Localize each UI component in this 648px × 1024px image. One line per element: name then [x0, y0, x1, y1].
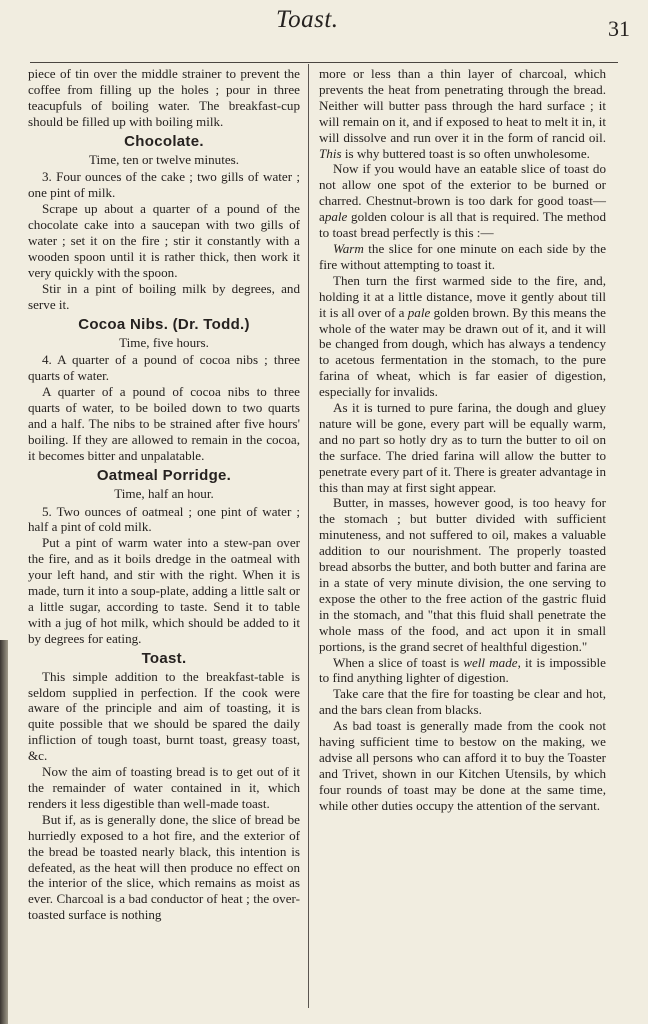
left-column — [28, 66, 300, 923]
running-head — [0, 6, 648, 56]
cooking-time: Time, half an hour. — [114, 485, 214, 501]
paragraph — [319, 161, 606, 241]
cooking-time: Time, ten or twelve minutes. — [88, 151, 240, 167]
cooking-time: Time, five hours. — [119, 334, 209, 350]
column-divider — [308, 64, 309, 1008]
text-run: Now if you would have an eatable slice of toast do not allow one spot of the exterior to be burned or charred. Chestnut-brown is too dark for good toast—a — [319, 161, 606, 225]
paragraph: As it is turned to pure farina, the dough and gluey nature will be gone, every part will be equally warm, and no part so hotly dry as to turn the butter to oil on the surface. The dried farina will allow the butter to penetrate every part of it. There is greater advantage in this than may at first sight appear. — [319, 400, 606, 495]
text-run: the slice for one minute on each side by the fire without attempting to toast it. — [319, 240, 607, 272]
section-heading-chocolate: Chocolate. — [124, 132, 204, 150]
text-run: Then turn the first warmed side to the fire, and, holding it at a little distance, move it gently about till it is all over of a — [319, 272, 606, 320]
recipe-ingredients: 3. Four ounces of the cake ; two gills of water ; one pint of milk. — [28, 169, 300, 201]
running-title: Toast. — [276, 6, 339, 33]
section-heading-oatmeal-porridge: Oatmeal Porridge. — [96, 466, 232, 484]
paragraph: Scrape up about a quarter of a pound of the chocolate cake into a saucepan with two gills of water ; set it on the fire ; stir it constantly with a wooden spoon until it is rather thick, then work it very quickly with the spoon. — [28, 201, 300, 280]
text-run: When a slice of toast is — [333, 654, 460, 670]
italic-text: pale — [324, 209, 348, 225]
right-column — [319, 66, 606, 814]
paragraph — [319, 273, 606, 400]
paragraph — [319, 66, 606, 161]
italic-text: This — [319, 145, 342, 161]
paragraph — [319, 655, 606, 687]
section-heading-cocoa-nibs: Cocoa Nibs. (Dr. Todd.) — [78, 315, 250, 333]
paragraph: Take care that the fire for toasting be clear and hot, and the bars clean from blacks. — [319, 686, 606, 718]
header-rule — [30, 62, 618, 63]
paragraph: A quarter of a pound of cocoa nibs to three quarts of water, to be boiled down to two quarts and a half. The nibs to be strained after five hours' boiling. If they are allowed to remain in the cocoa, it becomes bitter and unpalatable. — [28, 384, 300, 463]
page-edge-shadow — [0, 640, 8, 1024]
paragraph: But if, as is generally done, the slice of bread be hurriedly exposed to a hot fire, and the exterior of the bread be toasted nearly black, this intention is defeated, as the heat will then produce no effect on the interior of the slice, which remains as moist as ever. Charcoal is a bad conductor of heat ; the over-toasted surface is nothing — [28, 811, 300, 923]
recipe-ingredients: 4. A quarter of a pound of cocoa nibs ; three quarts of water. — [28, 352, 300, 384]
recipe-ingredients: 5. Two ounces of oatmeal ; one pint of water ; half a pint of cold milk. — [28, 503, 300, 535]
section-heading-toast: Toast. — [141, 649, 187, 667]
paragraph: piece of tin over the middle strainer to prevent the coffee from filling up the holes ; pour in three teacupfuls of boiling water. The breakfast-cup should be filled up with boiling milk. — [28, 66, 300, 129]
italic-text: pale — [407, 304, 431, 320]
paragraph — [319, 241, 606, 273]
page-number: 31 — [608, 16, 630, 41]
text-run: more or less than a thin layer of charcoal, which prevents the heat from penetrating through the bread. Neither will butter pass through the hard surface ; it will remain on it, and if exposed to heat to melt it in, it will dissolve and run over it in the form of rancid oil. — [319, 66, 606, 145]
paragraph: Stir in a pint of boiling milk by degrees, and serve it. — [28, 280, 300, 312]
text-run: golden colour is all that is required. The method to toast bread perfectly is this :— — [319, 209, 606, 241]
paragraph: As bad toast is generally made from the cook not having sufficient time to bestow on the making, we advise all persons who can afford it to buy the Toaster and Trivet, shown in our Kitchen Utensils, by which four rounds of toast may be done at the same time, while other duties occupy the attention of the servant. — [319, 718, 606, 813]
text-run: golden brown. By this means the whole of the water may be drawn out of it, and it will be changed from dough, which has always a tendency to acetous fermentation in the stomach, to the pure farina of wheat, which is far easier of digestion, especially for invalids. — [319, 304, 606, 400]
paragraph: Butter, in masses, however good, is too heavy for the stomach ; but butter divided with sufficient minuteness, and not suffered to oil, makes a valuable addition to our nourishment. The properly toasted bread absorbs the butter, and both butter and farina are in a state of very minute division, the one serving to expose the other to the free action of the gastric fluid in the stomach, and "that this fluid shall penetrate the whole mass of the food, and act upon it in small portions, is the grand secret of healthful digestion." — [319, 495, 606, 654]
paragraph: This simple addition to the breakfast-table is seldom supplied in perfection. If the cook were aware of the principle and aim of toasting, it is quite possible that we should be spared the daily infliction of tough toast, burnt toast, greasy toast, &c. — [28, 668, 300, 764]
paragraph: Put a pint of warm water into a stew-pan over the fire, and as it boils dredge in the oatmeal with your left hand, and stir with the right. When it is made, turn it into a soup-plate, adding a little salt or a little sugar, according to taste. Send it to table with a jug of hot milk, which should be added to it by degrees for eating. — [28, 535, 300, 646]
text-run: is why buttered toast is so often unwholesome. — [344, 145, 590, 161]
italic-text: Warm — [333, 240, 364, 256]
text-run: , it is impossible to find anything lighter of digestion. — [319, 654, 606, 686]
italic-text: well made — [463, 654, 518, 670]
paragraph: Now the aim of toasting bread is to get out of it the remainder of water contained in it, which renders it less digestible than well-made toast. — [28, 764, 300, 811]
